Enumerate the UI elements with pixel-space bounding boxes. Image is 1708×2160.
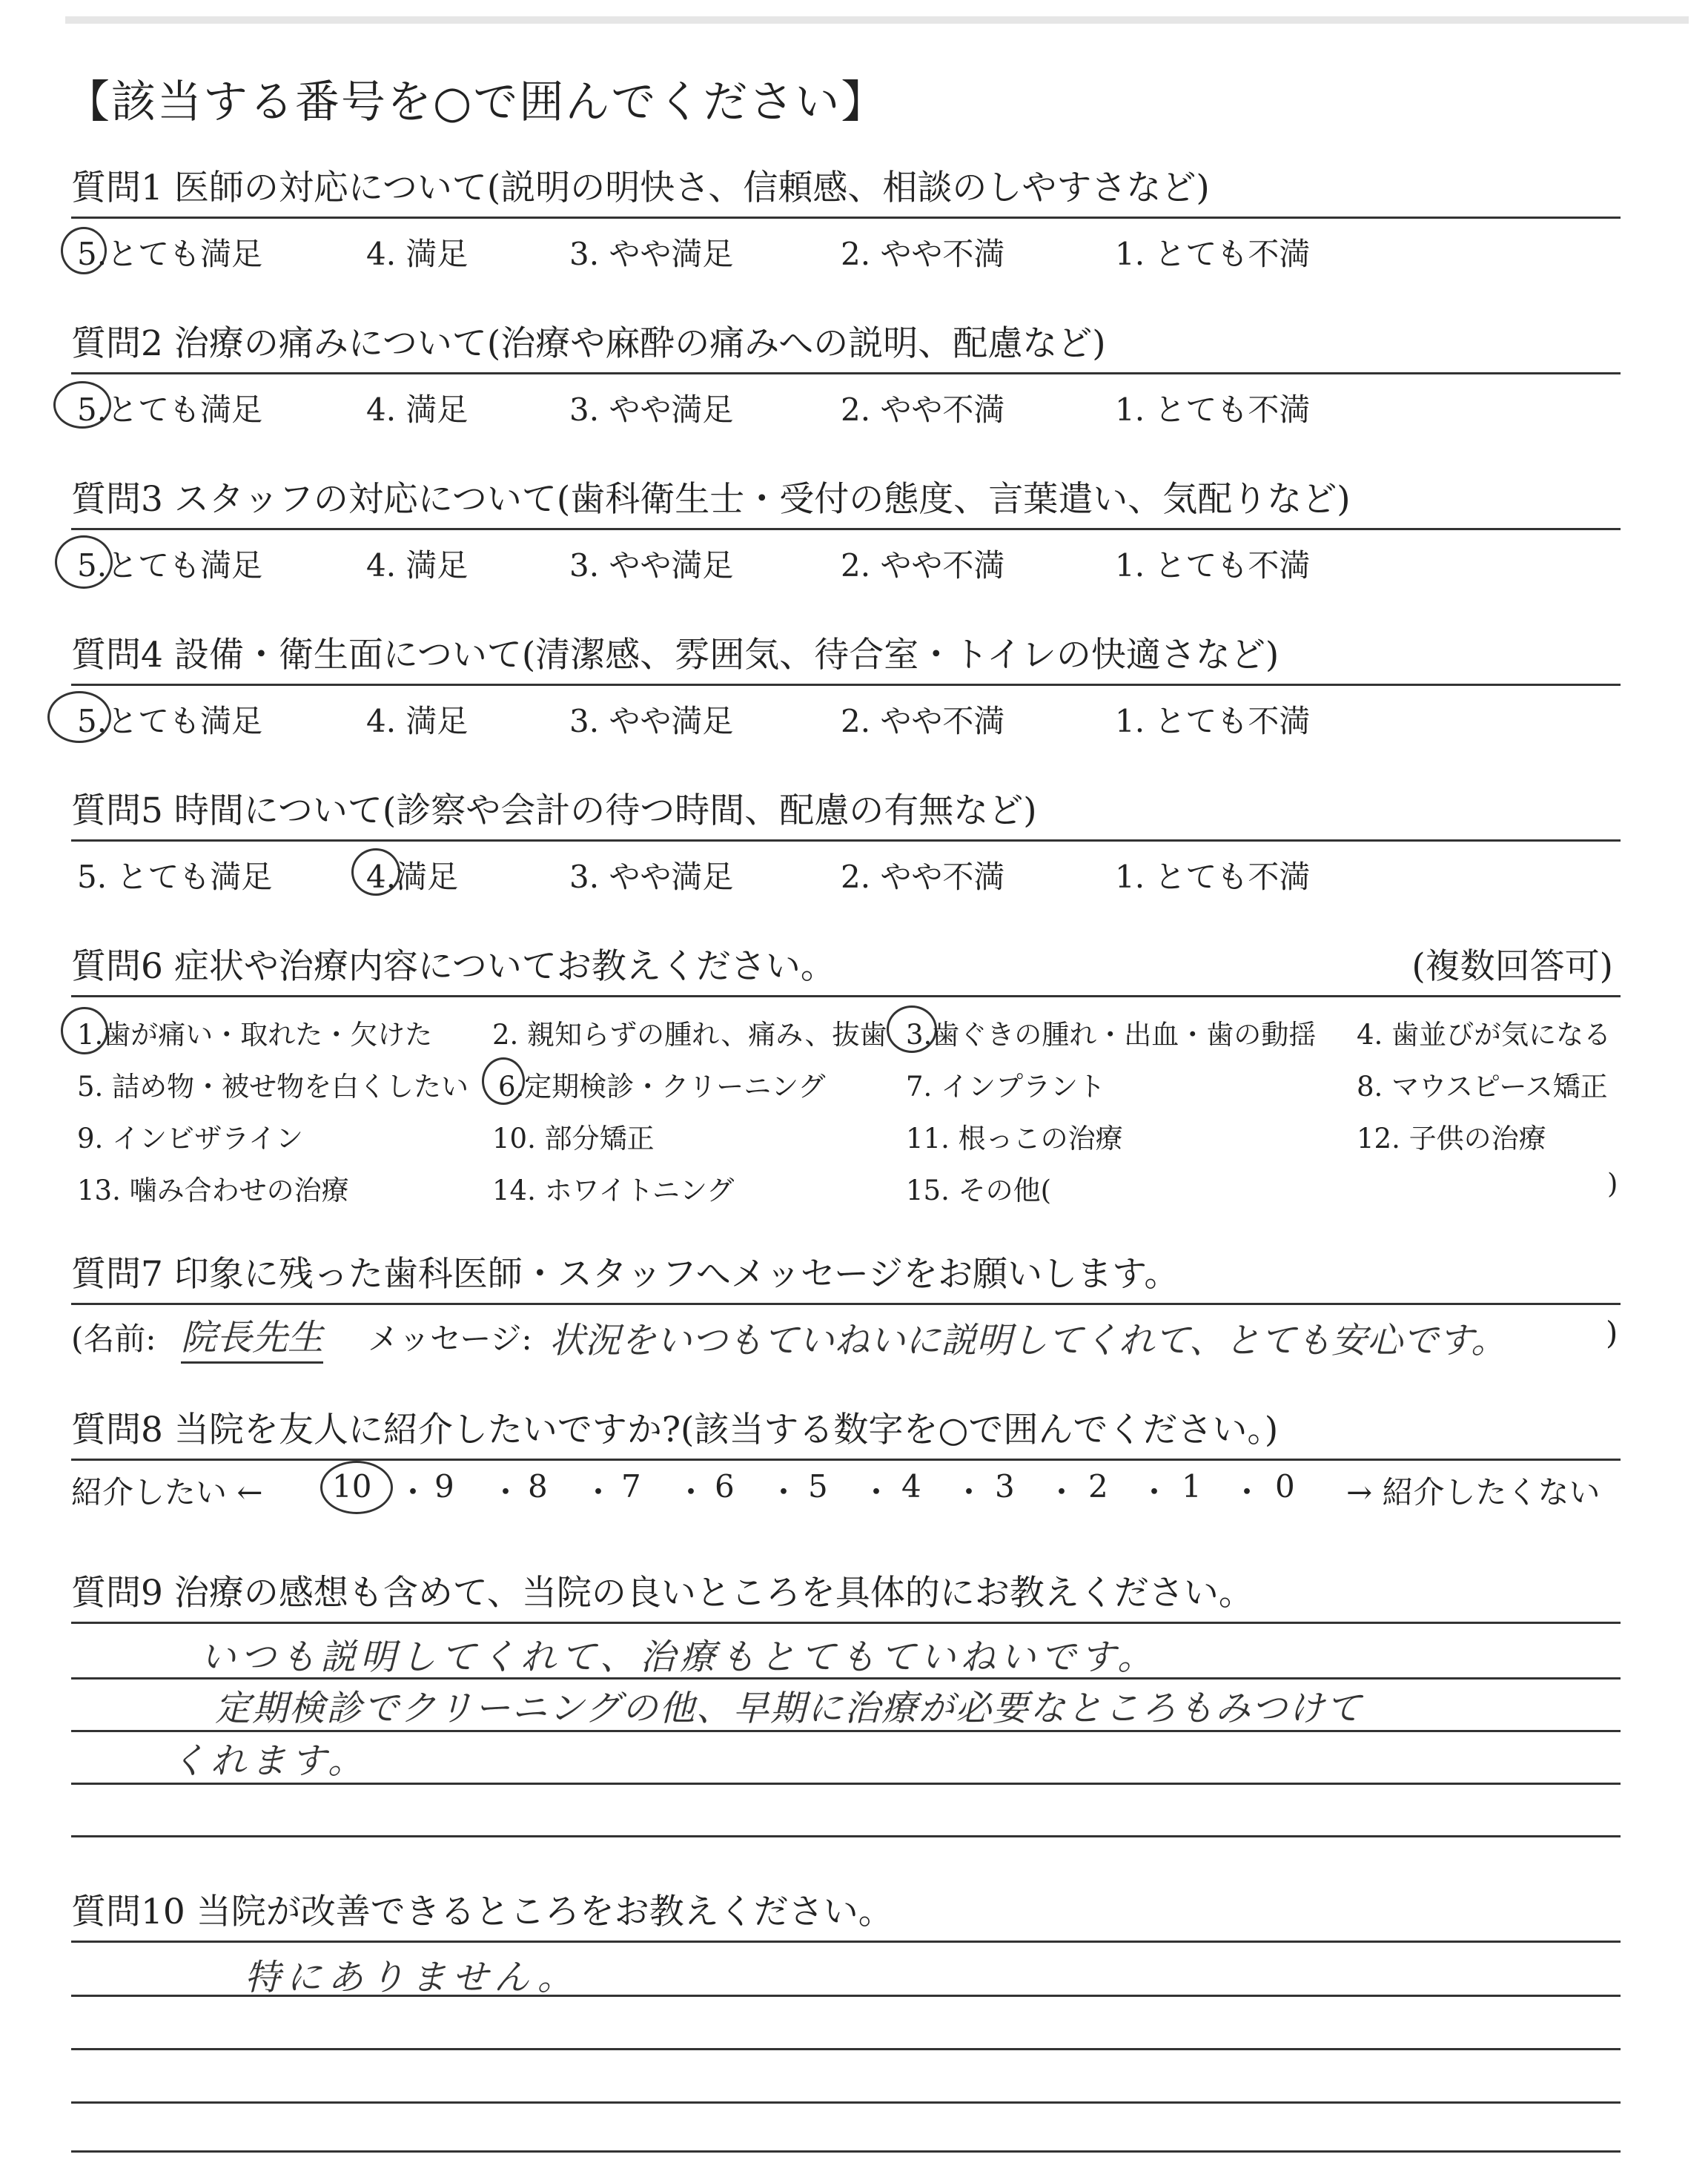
question-2-option-2[interactable]: 2. やや不満: [841, 392, 1005, 428]
message-label: メッセージ:: [368, 1321, 532, 1357]
top-rule: [65, 16, 1689, 24]
question-4-option-1[interactable]: 1. とても不満: [1115, 703, 1311, 739]
question-6-option-6[interactable]: 6.定期検診・クリーニング: [498, 1071, 826, 1103]
name-value[interactable]: 院長先生: [181, 1309, 323, 1364]
answer-line: [71, 2101, 1621, 2104]
question-6-option-10[interactable]: 10. 部分矯正: [492, 1123, 655, 1155]
question-5-option-5[interactable]: 5. とても満足: [77, 859, 273, 895]
question-3-options: [77, 541, 1619, 593]
question-10-rule: [71, 1941, 1621, 1943]
question-6-option-3[interactable]: 3.歯ぐきの腫れ・出血・歯の動揺: [906, 1019, 1317, 1051]
question-6-option-9[interactable]: 9. インビザライン: [77, 1123, 303, 1155]
scale-4[interactable]: 4: [901, 1468, 921, 1505]
question-9-answer-line-1[interactable]: いつも説明してくれて、治療もとてもていねいです。: [200, 1636, 1158, 1678]
question-10-title: 質問10 当院が改善できるところをお教えください。: [71, 1892, 893, 1932]
question-5-options: [77, 853, 1619, 905]
question-6-option-13[interactable]: 13. 噛み合わせの治療: [77, 1175, 349, 1206]
question-6-option-1[interactable]: 1.歯が痛い・取れた・欠けた: [77, 1019, 433, 1051]
question-4-option-2[interactable]: 2. やや不満: [841, 703, 1005, 739]
question-5-option-1[interactable]: 1. とても不満: [1115, 859, 1311, 895]
question-2-option-5[interactable]: 5.とても満足: [77, 392, 263, 428]
question-2-header: [71, 315, 1621, 374]
question-6-header: [71, 938, 1621, 997]
question-1-title: 質問1 医師の対応について(説明の明快さ、信頼感、相談のしやすさなど): [71, 168, 1210, 208]
question-7-rule: [71, 1303, 1621, 1305]
scale-1[interactable]: 1: [1182, 1468, 1202, 1505]
message-value[interactable]: 状況をいつもていねいに説明してくれて、とても安心です。: [549, 1320, 1507, 1361]
question-5-title: 質問5 時間について(診察や会計の待つ時間、配慮の有無など): [71, 790, 1037, 831]
question-4-option-5[interactable]: 5.とても満足: [77, 703, 263, 739]
scale-5[interactable]: 5: [808, 1468, 828, 1505]
question-2-option-1[interactable]: 1. とても不満: [1115, 392, 1311, 428]
question-5-header: [71, 782, 1621, 842]
page-title: 【該当する番号を○で囲んでください】: [65, 76, 887, 128]
question-2-option-3[interactable]: 3. やや満足: [569, 392, 734, 428]
question-10-header: [71, 1883, 1621, 1943]
question-10-answer-line-1[interactable]: 特にありません。: [245, 1957, 579, 1998]
question-6-option-4[interactable]: 4. 歯並びが気になる: [1357, 1019, 1612, 1051]
question-4-rule: [71, 684, 1621, 686]
message-close: ): [1606, 1315, 1618, 1351]
question-6-note: (複数回答可): [1411, 946, 1613, 987]
scale-2[interactable]: 2: [1088, 1468, 1108, 1505]
scale-right-label: → 紹介したくない: [1346, 1474, 1601, 1510]
question-3-title: 質問3 スタッフの対応について(歯科衛生士・受付の態度、言葉遣い、気配りなど): [71, 479, 1351, 520]
question-2-title: 質問2 治療の痛みについて(治療や麻酔の痛みへの説明、配慮など): [71, 323, 1106, 364]
question-3-option-4[interactable]: 4. 満足: [366, 547, 469, 584]
scale-9[interactable]: 9: [434, 1468, 454, 1505]
question-2-rule: [71, 372, 1621, 374]
question-4-header: [71, 627, 1621, 686]
question-1-rule: [71, 217, 1621, 219]
question-3-rule: [71, 528, 1621, 530]
scale-0[interactable]: 0: [1275, 1468, 1295, 1505]
question-3-option-3[interactable]: 3. やや満足: [569, 547, 734, 584]
answer-line: [71, 2150, 1621, 2153]
question-8-rule: [71, 1459, 1621, 1461]
question-1-option-1[interactable]: 1. とても不満: [1115, 236, 1311, 272]
question-6-option-14[interactable]: 14. ホワイトニング: [492, 1175, 735, 1206]
scale-10[interactable]: 10: [332, 1468, 372, 1505]
recommendation-scale: 紹介したい ← 10 ・ 9 ・ 8 ・ 7 ・ 6 ・ 5 ・ 4 ・ 3 ・ 2 ・ 1 ・ 0 → 紹介したくない: [71, 1468, 1621, 1513]
question-8-header: [71, 1401, 1621, 1461]
scale-6[interactable]: 6: [715, 1468, 735, 1505]
answer-line: [71, 2048, 1621, 2050]
question-7-message-row: [71, 1309, 1621, 1361]
question-1-option-5[interactable]: 5.とても満足: [77, 236, 263, 272]
question-6-option-7[interactable]: 7. インプラント: [906, 1071, 1106, 1103]
question-6-option-8[interactable]: 8. マウスピース矯正: [1357, 1071, 1608, 1103]
question-6-option-5[interactable]: 5. 詰め物・被せ物を白くしたい: [77, 1071, 469, 1103]
question-6-rule: [71, 995, 1621, 997]
question-3-header: [71, 471, 1621, 530]
question-4-title: 質問4 設備・衛生面について(清潔感、雰囲気、待合室・トイレの快適さなど): [71, 635, 1280, 676]
question-4-option-3[interactable]: 3. やや満足: [569, 703, 734, 739]
name-label: (名前:: [71, 1321, 156, 1357]
question-9-header: [71, 1565, 1621, 1624]
question-9-rule: [71, 1622, 1621, 1624]
question-1-option-4[interactable]: 4. 満足: [366, 236, 469, 272]
question-2-option-4[interactable]: 4. 満足: [366, 392, 469, 428]
question-7-header: [71, 1246, 1621, 1305]
question-6-option-15[interactable]: 15. その他(: [906, 1175, 1052, 1206]
scale-3[interactable]: 3: [995, 1468, 1015, 1505]
question-6-option-11[interactable]: 11. 根っこの治療: [906, 1123, 1123, 1155]
question-8-title: 質問8 当院を友人に紹介したいですか?(該当する数字を○で囲んでください。): [71, 1410, 1279, 1450]
question-5-option-3[interactable]: 3. やや満足: [569, 859, 734, 895]
question-3-option-5[interactable]: 5.とても満足: [77, 547, 263, 584]
question-6-option-12[interactable]: 12. 子供の治療: [1357, 1123, 1546, 1155]
question-1-options: [77, 230, 1619, 282]
question-1-option-3[interactable]: 3. やや満足: [569, 236, 734, 272]
question-1-option-2[interactable]: 2. やや不満: [841, 236, 1005, 272]
question-4-option-4[interactable]: 4. 満足: [366, 703, 469, 739]
question-6-title: 質問6 症状や治療内容についてお教えください。: [71, 946, 835, 987]
question-5-option-2[interactable]: 2. やや不満: [841, 859, 1005, 895]
question-1-header: [71, 159, 1621, 219]
scale-left-label: 紹介したい ←: [71, 1474, 263, 1510]
question-7-title: 質問7 印象に残った歯科医師・スタッフへメッセージをお願いします。: [71, 1254, 1179, 1295]
scale-8[interactable]: 8: [528, 1468, 548, 1505]
question-9-title: 質問9 治療の感想も含めて、当院の良いところを具体的にお教えください。: [71, 1573, 1254, 1614]
question-2-options: [77, 386, 1619, 437]
question-6-option-2[interactable]: 2. 親知らずの腫れ、痛み、抜歯: [492, 1019, 887, 1051]
question-5-option-4[interactable]: 4.満足: [366, 859, 459, 895]
question-9-answer-line-2[interactable]: 定期検診でクリーニングの他、早期に治療が必要なところもみつけて: [215, 1688, 1363, 1729]
answer-line: [71, 1835, 1621, 1837]
question-5-rule: [71, 839, 1621, 842]
question-3-option-1[interactable]: 1. とても不満: [1115, 547, 1311, 584]
question-3-option-2[interactable]: 2. やや不満: [841, 547, 1005, 584]
question-9-answer-line-3[interactable]: くれます。: [171, 1740, 368, 1782]
question-6-option-15-close: ): [1607, 1168, 1618, 1200]
scale-7[interactable]: 7: [621, 1468, 641, 1505]
question-4-options: [77, 697, 1619, 749]
